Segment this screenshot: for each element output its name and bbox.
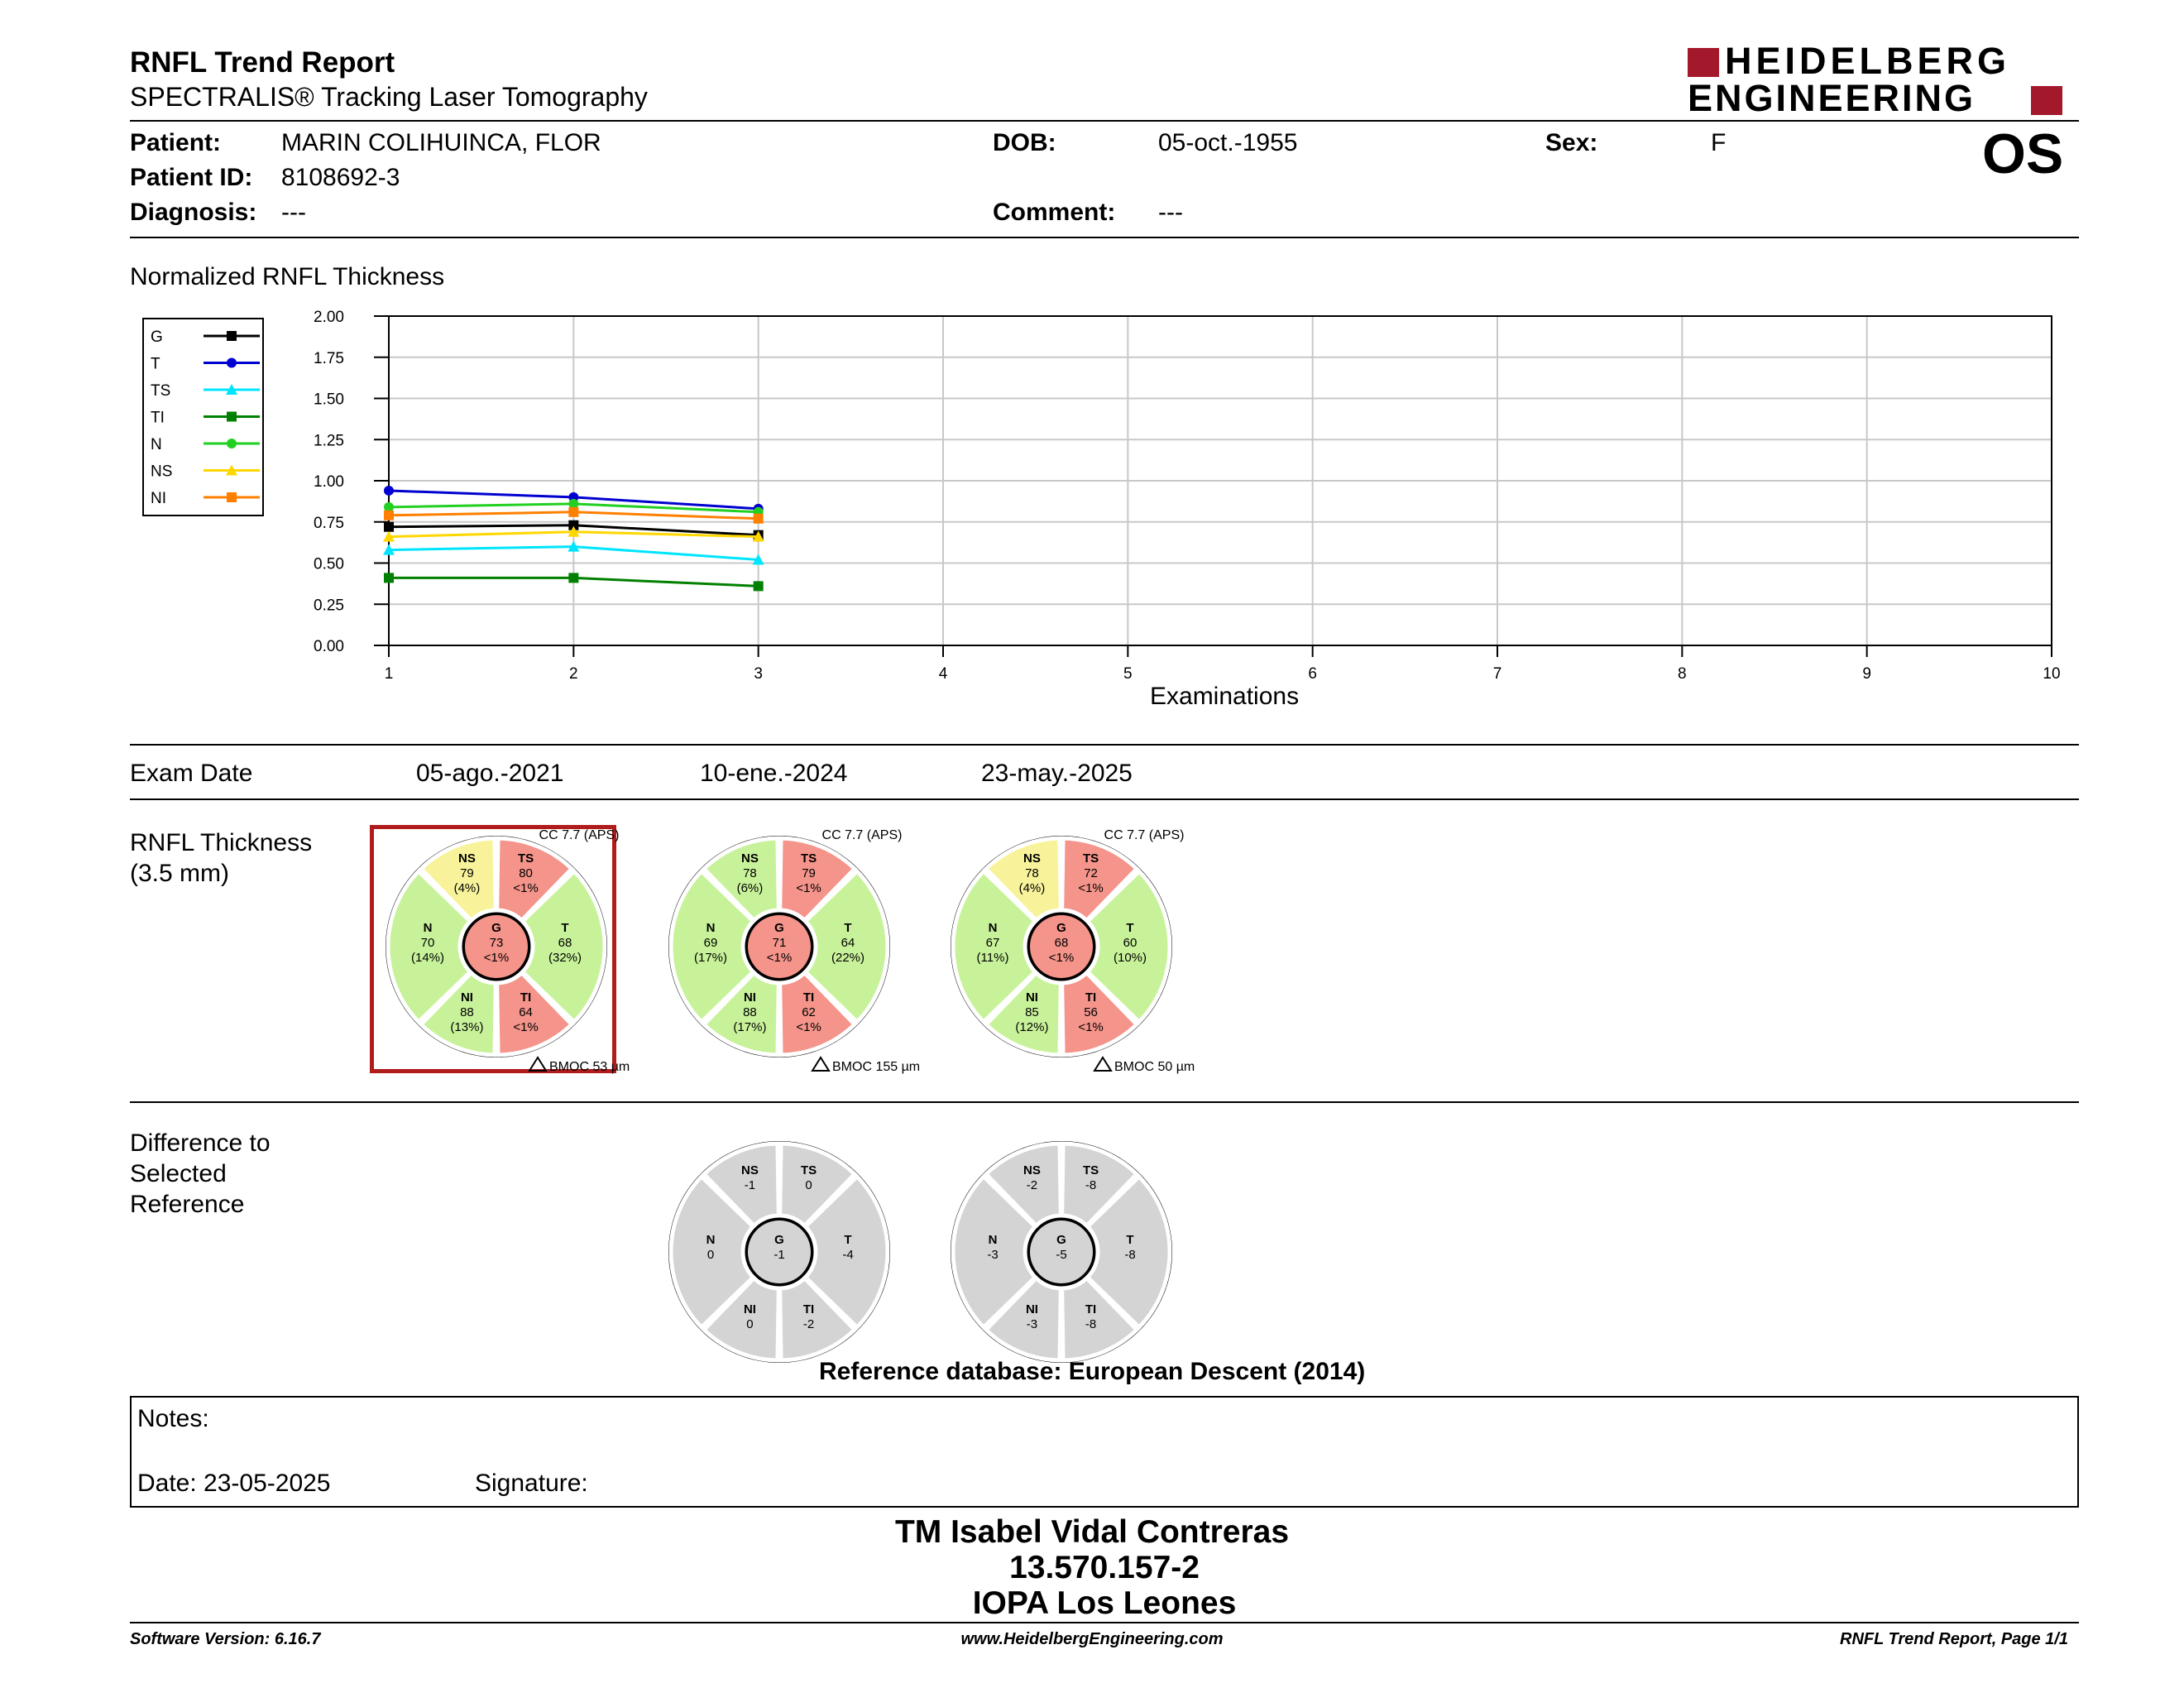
- sector-percent-t: (10%): [1113, 951, 1147, 965]
- sector-label-ns: NS: [741, 851, 759, 866]
- sector-value-g: 73: [489, 936, 504, 950]
- x-tick-label: 10: [2043, 665, 2061, 683]
- trend-section-title: Normalized RNFL Thickness: [130, 263, 445, 290]
- sector-label-ts: TS: [517, 851, 534, 866]
- notes-box[interactable]: [130, 1396, 2079, 1508]
- sector-label-ti: TI: [802, 1302, 815, 1316]
- x-tick-label: 8: [1678, 665, 1687, 683]
- exam-date-label: Exam Date: [130, 760, 253, 787]
- circle-quality-label: CC 7.7 (APS): [1104, 828, 1185, 842]
- difference-circles: [645, 1134, 1216, 1374]
- sector-percent-ns: (4%): [453, 881, 481, 896]
- patient-divider: [130, 237, 2079, 238]
- thickness-divider: [130, 1101, 2079, 1103]
- sector-label-n: N: [706, 921, 716, 935]
- footer-divider: [130, 1622, 2079, 1623]
- sector-diff-ns: -2: [1026, 1178, 1038, 1193]
- sector-diff-ni: 0: [746, 1316, 754, 1331]
- sector-label-t: T: [1126, 1233, 1134, 1247]
- sector-value-ns: 79: [460, 866, 474, 881]
- chart-legend: [142, 318, 264, 516]
- signature-stamp: [0, 1514, 2184, 1621]
- x-tick-label: 4: [938, 665, 948, 683]
- sector-label-ti: TI: [802, 990, 815, 1005]
- stamp-name: TM Isabel Vidal Contreras: [894, 1514, 1290, 1550]
- sector-label-ti: TI: [520, 990, 532, 1005]
- page-number: RNFL Trend Report, Page 1/1: [1840, 1630, 2068, 1648]
- dob-value: 05-oct.-1955: [1158, 129, 1298, 156]
- logo-square-bottom: [2031, 86, 2062, 115]
- sector-percent-ti: <1%: [513, 1019, 539, 1034]
- sector-value-ts: 79: [802, 866, 816, 881]
- sector-label-ni: NI: [743, 1302, 756, 1316]
- exam-date-3: 23-may.-2025: [981, 760, 1133, 787]
- legend-label-ns: NS: [151, 463, 173, 481]
- sector-label-ts: TS: [1082, 851, 1099, 866]
- circle-quality-label: CC 7.7 (APS): [821, 828, 903, 842]
- sector-diff-ni: -3: [1026, 1316, 1038, 1331]
- y-tick-label: 0.00: [314, 638, 344, 655]
- comment-value: ---: [1158, 199, 1183, 226]
- sector-value-t: 64: [841, 936, 855, 950]
- sector-label-ni: NI: [1025, 1302, 1038, 1316]
- comment-label: Comment:: [993, 199, 1116, 226]
- rnfl-thickness-circles: [364, 819, 1216, 1084]
- diagnosis-label: Diagnosis:: [130, 199, 257, 226]
- sector-label-t: T: [844, 1233, 852, 1247]
- sector-diff-n: -3: [987, 1248, 999, 1262]
- data-point-g: [384, 522, 394, 532]
- trend-chart: [281, 306, 2085, 712]
- x-tick-label: 2: [569, 665, 578, 683]
- signature-label: Signature:: [475, 1470, 588, 1497]
- sector-label-t: T: [561, 921, 569, 935]
- sector-diff-ts: 0: [805, 1178, 812, 1193]
- legend-marker-ti: [227, 412, 237, 422]
- legend-graphic: [144, 319, 264, 515]
- delta-icon: [1094, 1057, 1111, 1071]
- sector-label-ts: TS: [800, 1163, 817, 1178]
- sex-value: F: [1711, 129, 1727, 156]
- legend-label-n: N: [151, 436, 162, 453]
- x-tick-label: 5: [1123, 665, 1133, 683]
- sector-percent-n: (11%): [976, 951, 1009, 965]
- sector-label-ns: NS: [458, 851, 476, 866]
- x-axis-label: Examinations: [1150, 683, 1300, 710]
- y-tick-label: 0.25: [314, 597, 344, 615]
- sector-value-n: 70: [420, 936, 435, 950]
- sector-label-ni: NI: [743, 990, 756, 1005]
- thickness-circle-2: [668, 828, 920, 1074]
- legend-label-t: T: [151, 355, 160, 373]
- website-link[interactable]: www.HeidelbergEngineering.com: [960, 1630, 1224, 1648]
- sector-percent-ns: (4%): [1018, 881, 1046, 896]
- sector-value-ns: 78: [743, 866, 757, 881]
- brand-line2: ENGINEERING: [1688, 77, 1976, 119]
- sector-value-ns: 78: [1025, 866, 1039, 881]
- legend-marker-g: [227, 331, 237, 341]
- sector-diff-t: -4: [842, 1248, 854, 1262]
- thickness-circle-3: [951, 828, 1195, 1074]
- difference-label-line1: Difference to: [130, 1129, 271, 1157]
- legend-label-ts: TS: [151, 382, 171, 400]
- sector-value-ni: 88: [743, 1005, 757, 1019]
- sector-diff-t: -8: [1124, 1248, 1136, 1262]
- legend-label-ti: TI: [151, 409, 165, 427]
- brand-line1: HEIDELBERG: [1725, 40, 2011, 82]
- sector-label-n: N: [423, 921, 433, 935]
- sector-label-ts: TS: [1082, 1163, 1099, 1178]
- sector-percent-g: <1%: [766, 951, 793, 965]
- legend-label-g: G: [151, 328, 163, 346]
- sector-label-t: T: [1126, 921, 1134, 935]
- y-tick-label: 0.50: [314, 555, 344, 573]
- sector-label-g: G: [774, 921, 784, 935]
- sector-percent-ti: <1%: [796, 1019, 821, 1034]
- patient-id-label: Patient ID:: [130, 164, 253, 191]
- report-subtitle: SPECTRALIS® Tracking Laser Tomography: [130, 82, 648, 112]
- sector-label-t: T: [844, 921, 852, 935]
- sector-value-g: 68: [1054, 936, 1069, 950]
- data-point-ni: [754, 514, 764, 524]
- data-point-ni: [384, 511, 394, 520]
- notes-date: Date: 23-05-2025: [137, 1470, 331, 1497]
- sector-percent-ni: (13%): [450, 1019, 484, 1034]
- sector-percent-ni: (12%): [1015, 1019, 1049, 1034]
- sector-diff-g: -1: [774, 1248, 785, 1262]
- x-tick-label: 9: [1862, 665, 1871, 683]
- sector-label-ts: TS: [800, 851, 817, 866]
- sector-value-g: 71: [772, 936, 787, 950]
- rnfl-thickness-label: [130, 827, 312, 889]
- sector-diff-ts: -8: [1085, 1178, 1097, 1193]
- sector-value-ti: 64: [519, 1005, 533, 1019]
- sector-label-ti: TI: [1085, 990, 1097, 1005]
- sector-label-n: N: [988, 1233, 998, 1247]
- legend-marker-t: [227, 358, 237, 368]
- bmoc-label: BMOC 155 µm: [832, 1060, 921, 1074]
- data-point-ti: [754, 581, 764, 591]
- sector-percent-g: <1%: [483, 951, 510, 965]
- software-version: Software Version: 6.16.7: [130, 1630, 321, 1648]
- sector-percent-ts: <1%: [513, 881, 539, 896]
- sector-percent-ti: <1%: [1078, 1019, 1104, 1034]
- sector-diff-n: 0: [706, 1248, 715, 1262]
- chart-divider: [130, 744, 2079, 746]
- sector-percent-n: (17%): [693, 951, 728, 965]
- sector-label-g: G: [774, 1233, 784, 1247]
- y-tick-label: 2.00: [314, 309, 344, 326]
- patient-label: Patient:: [130, 129, 222, 156]
- diagnosis-value: ---: [281, 199, 306, 226]
- sector-label-ni: NI: [1025, 990, 1038, 1005]
- sector-diff-ti: -2: [802, 1316, 815, 1331]
- rnfl-thickness-label-line2: (3.5 mm): [130, 860, 229, 887]
- sector-label-ns: NS: [741, 1163, 759, 1178]
- y-tick-label: 1.25: [314, 432, 344, 450]
- sector-value-ts: 80: [519, 866, 533, 881]
- patient-id: 8108692-3: [281, 164, 400, 191]
- sector-value-t: 60: [1123, 936, 1138, 950]
- bmoc-label: BMOC 53 µm: [549, 1060, 630, 1074]
- stamp-id: 13.570.157-2: [1009, 1550, 1200, 1585]
- x-tick-label: 7: [1492, 665, 1502, 683]
- sector-label-g: G: [491, 921, 501, 935]
- sector-label-n: N: [706, 1233, 716, 1247]
- sector-diff-ns: -1: [744, 1178, 756, 1193]
- sector-value-ni: 85: [1025, 1005, 1039, 1019]
- sector-label-ti: TI: [1085, 1302, 1097, 1316]
- eye-label: OS: [1982, 122, 2064, 185]
- report-title: RNFL Trend Report: [130, 46, 395, 79]
- sector-percent-ns: (6%): [736, 881, 764, 896]
- sector-label-g: G: [1056, 1233, 1066, 1247]
- sector-value-n: 67: [985, 936, 1000, 950]
- dates-divider: [130, 798, 2079, 800]
- circle-quality-label: CC 7.7 (APS): [539, 828, 620, 842]
- data-point-ti: [568, 573, 578, 583]
- sector-percent-t: (22%): [831, 951, 865, 965]
- legend-marker-ni: [227, 492, 237, 502]
- sector-label-ns: NS: [1023, 851, 1041, 866]
- sector-percent-n: (14%): [410, 951, 445, 965]
- delta-icon: [812, 1057, 829, 1071]
- y-tick-label: 0.75: [314, 514, 344, 532]
- sector-label-ns: NS: [1023, 1163, 1041, 1178]
- stamp-institution: IOPA Los Leones: [972, 1585, 1237, 1621]
- sector-percent-ts: <1%: [796, 881, 821, 896]
- legend-label-ni: NI: [151, 490, 166, 507]
- thickness-circle-1: [386, 828, 630, 1074]
- rnfl-thickness-label-line1: RNFL Thickness: [130, 829, 313, 856]
- sector-value-ts: 72: [1084, 866, 1098, 881]
- exam-date-1: 05-ago.-2021: [416, 760, 564, 787]
- delta-icon: [529, 1057, 546, 1071]
- x-tick-label: 3: [754, 665, 763, 683]
- difference-circle-2: [951, 1141, 1172, 1363]
- y-tick-label: 1.00: [314, 473, 344, 491]
- difference-label-line2: Selected: [130, 1160, 227, 1187]
- difference-label: [130, 1128, 271, 1220]
- brand-logo: [1688, 40, 2085, 120]
- sector-label-n: N: [988, 921, 998, 935]
- sector-percent-g: <1%: [1048, 951, 1075, 965]
- sector-diff-g: -5: [1056, 1248, 1067, 1262]
- sector-percent-ts: <1%: [1078, 881, 1104, 896]
- sector-value-ni: 88: [460, 1005, 474, 1019]
- reference-database: Reference database: European Descent (2014): [819, 1358, 1366, 1385]
- difference-circle-1: [668, 1141, 890, 1363]
- data-point-ti: [384, 573, 394, 583]
- dob-label: DOB:: [993, 129, 1056, 156]
- notes-label: Notes:: [137, 1405, 209, 1432]
- sector-value-t: 68: [558, 936, 572, 950]
- sector-percent-ni: (17%): [733, 1019, 767, 1034]
- sector-value-n: 69: [703, 936, 718, 950]
- sex-label: Sex:: [1545, 129, 1598, 156]
- y-tick-label: 1.50: [314, 391, 344, 409]
- exam-date-2: 10-ene.-2024: [700, 760, 848, 787]
- sector-value-ti: 56: [1084, 1005, 1098, 1019]
- sector-label-g: G: [1056, 921, 1066, 935]
- y-tick-label: 1.75: [314, 349, 344, 367]
- sector-percent-t: (32%): [548, 951, 582, 965]
- sector-diff-ti: -8: [1085, 1316, 1097, 1331]
- logo-square-top: [1688, 48, 1719, 77]
- bmoc-label: BMOC 50 µm: [1114, 1060, 1195, 1074]
- sector-value-ti: 62: [802, 1005, 816, 1019]
- patient-name: MARIN COLIHUINCA, FLOR: [281, 129, 601, 156]
- data-point-t: [384, 486, 394, 496]
- sector-label-ni: NI: [460, 990, 473, 1005]
- x-tick-label: 1: [384, 665, 394, 683]
- data-point-ni: [568, 507, 578, 517]
- legend-marker-n: [227, 439, 237, 448]
- x-tick-label: 6: [1308, 665, 1317, 683]
- difference-label-line3: Reference: [130, 1191, 245, 1218]
- header-divider: [130, 120, 2079, 122]
